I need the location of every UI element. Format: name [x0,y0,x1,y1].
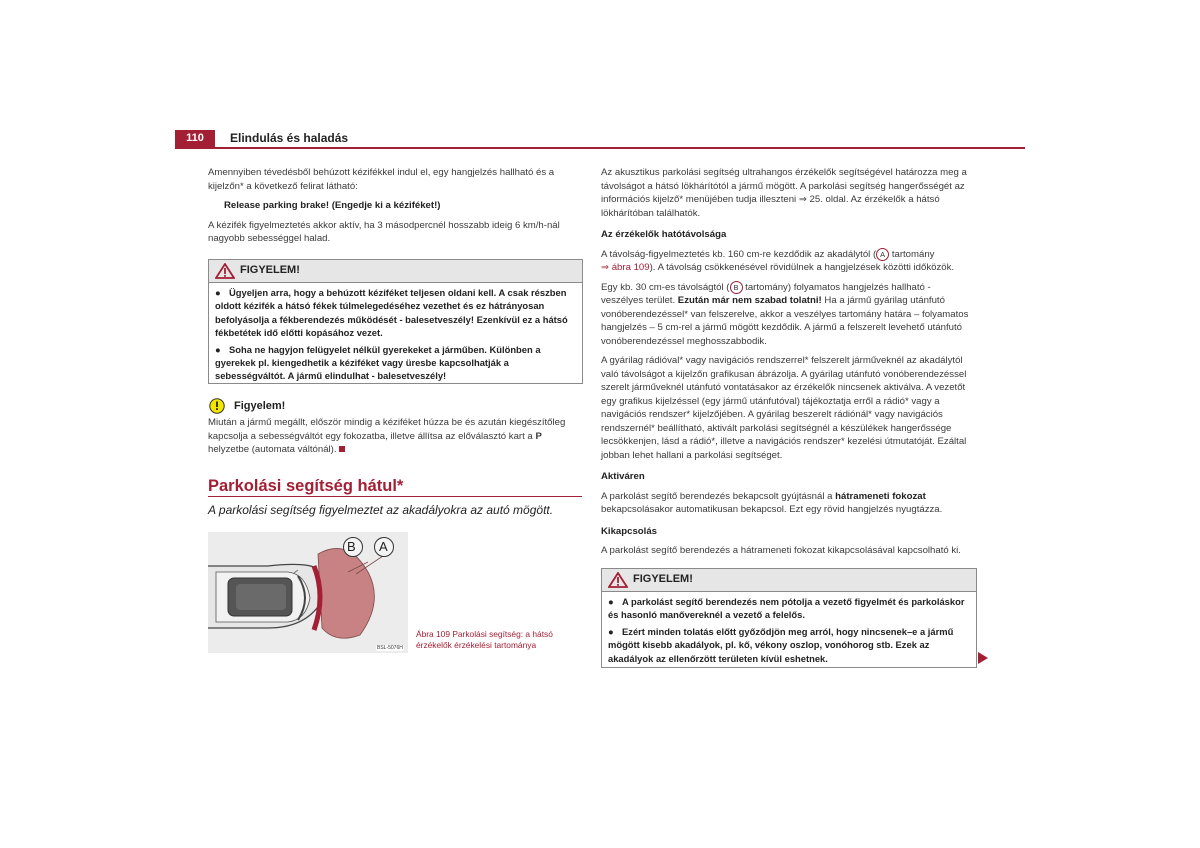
right-column [601,166,975,564]
warning-item: ● A parkolást segítő berendezés nem pótolja a vezető figyelmét és parkoláskor és hasonló manővereknél a vezető a felelős. [608,596,965,621]
warning-item: ● Ügyeljen arra, hogy a behúzott kéziféket teljesen oldani kell. A csak részben oldott kézifék a hátsó fékek túlmelegedéséhez vezethet és ez hátrányosan befolyásolja a fékberendezés működését - balesetveszély! Ezenkívül ez a hátsó fékbetétek idő előtti kopásához vezet. [215,287,568,339]
chapter-title: Elindulás és haladás [230,131,349,145]
range-b-marker: B [730,281,743,294]
handbrake-warning-paragraph: A kézifék figyelmeztetés akkor aktív, ha 3 másodpercnél hosszabb ideig 6 km/h-nál nagyobb sebességgel halad. [208,219,560,244]
warning-title: FIGYELEM! [633,573,693,585]
warning-header [209,260,582,283]
caution-text: Miután a jármű megállt, először mindig a kéziféket húzza be és azután kiegészítőleg kapcsolja a sebességváltót egy fokozatba, illetve állítsa az előválasztó kart a P helyzetbe (automata váltónál). [208,417,566,455]
caution-block [208,398,582,457]
section-subtitle: A parkolási segítség figyelmeztet az akadályokra az autó mögött. [208,503,554,517]
caution-exclamation-icon [208,398,226,419]
car-top-view-illustration [208,532,408,653]
display-paragraph: A gyárilag rádióval* vagy navigációs rendszerrel* felszerelt járműveknél az akadálytól való távolságot a kijelzőn grafikusan ábrázolja. A gyárilag utánfutó vonóberendezéssel szerelt járműveknél utánfutó vontatásakor az érzékelők nincsenek aktiválva. A vezetőt egy grafikus kijelzéssel (egy jármű utánfutóval) tájékoztatja erről a rádió* vagy a navigációs rendszer* kijelzőjében. A gyárilag beszerelt rádiónál* vagy navigációs rendszernél* beállítható, aktivált parkolási segítségnél a készülékek hangerőssége lecsökkenjen, lásd a rádió*, illetve a navigációs rendszer* kezelési útmutatóját. Ezáltal jobban lehet hallani a parkolási segítséget. [601,355,967,461]
left-intro [208,166,582,252]
parking-sensor-figure [208,532,408,653]
end-square-icon [339,446,345,452]
danger-zone-paragraph: Egy kb. 30 cm-es távolságtól ( B tartomány) folyamatos hangjelzés hallható - veszélyes terület. Ezután már nem szabad tolatni! Ha a jármű gyárilag utánfutó vonóberendezéssel* van felszerelve, akkor a veszélyes tartomány határa – folyamatos hangjelzés – 5 cm-rel a jármű mögött kezdődik. A jármű a felszerelt levehető utánfutó vonóberendezéssel meghosszabbodik. [601,281,969,347]
intro-paragraph: Amennyiben tévedésből behúzott kézifékkel indul el, egy hangjelzés hallható és a kijelzőn* a következő felirat látható: [208,167,555,192]
intro-paragraph-right: Az akusztikus parkolási segítség ultrahangos érzékelők segítségével határozza meg a távolságot a hátsó lökhárítótól a jármű mögött. A parkolási segítség hangerősségét az információs kijelző* menüjében tudja illeszteni ⇒ 25. oldal. Az érzékelők a hátsó lökhárítóban találhatók. [601,167,967,219]
warning-box-left [208,259,583,384]
figure-caption: Ábra 109 Parkolási segítség: a hátsó érzékelők érzékelési tartománya [416,629,553,650]
caution-title: Figyelem! [234,400,286,412]
figure-code: BSL-5076H [377,645,403,651]
warning-header [602,569,976,592]
header-rule [175,147,1025,149]
warning-title: FIGYELEM! [240,264,300,276]
section-rule [208,496,582,497]
subheading-activation: Aktiváren [601,471,645,483]
range-a-marker: A [876,248,889,261]
subheading-range: Az érzékelők hatótávolsága [601,229,727,240]
deactivation-paragraph: A parkolást segítő berendezés a hátrameneti fokozat kikapcsolásával kapcsolható ki. [601,545,961,557]
warning-item: ● Ezért minden tolatás előtt győződjön meg arról, hogy nincsenek–e a jármű mögött kisebb akadályok, pl. kő, vékony oszlop, vonóhorog stb. Ezek az akadályok az ellenőrzött területen kívül eshetnek. [608,625,954,664]
continue-arrow-icon [978,651,988,669]
page-number: 110 [175,130,215,147]
release-brake-message: Release parking brake! (Engedje ki a kéziféket!) [224,200,441,211]
activation-paragraph: A parkolást segítő berendezés bekapcsolt gyújtásnál a hátrameneti fokozat bekapcsolásakor automatikusan bekapcsol. Ezt egy rövid hangjelzés nyugtázza. [601,490,943,516]
range-paragraph: A távolság-figyelmeztetés kb. 160 cm-re kezdődik az akadálytól ( A tartomány ⇒ ábra 109). A távolság csökkenésével rövidülnek a hangjelzések közötti időközök. [601,248,955,274]
warning-triangle-icon [215,263,235,284]
warning-item: ● Soha ne hagyjon felügyelet nélkül gyerekeket a járműben. Különben a gyerekek pl. kiengedhetik a kéziféket vagy üresbe kapcsolhatják a sebességváltót. A jármű elindulhat - balesetveszély! [215,343,541,382]
warning-triangle-icon [608,572,628,593]
subheading-deactivation: Kikapcsolás [601,525,657,537]
section-title: Parkolási segítség hátul* [208,477,404,495]
warning-box-right [601,568,977,668]
figure-label-a: A [379,539,388,554]
figure-label-b: B [347,539,356,554]
figure-reference-link[interactable]: ⇒ ábra 109 [601,262,650,274]
